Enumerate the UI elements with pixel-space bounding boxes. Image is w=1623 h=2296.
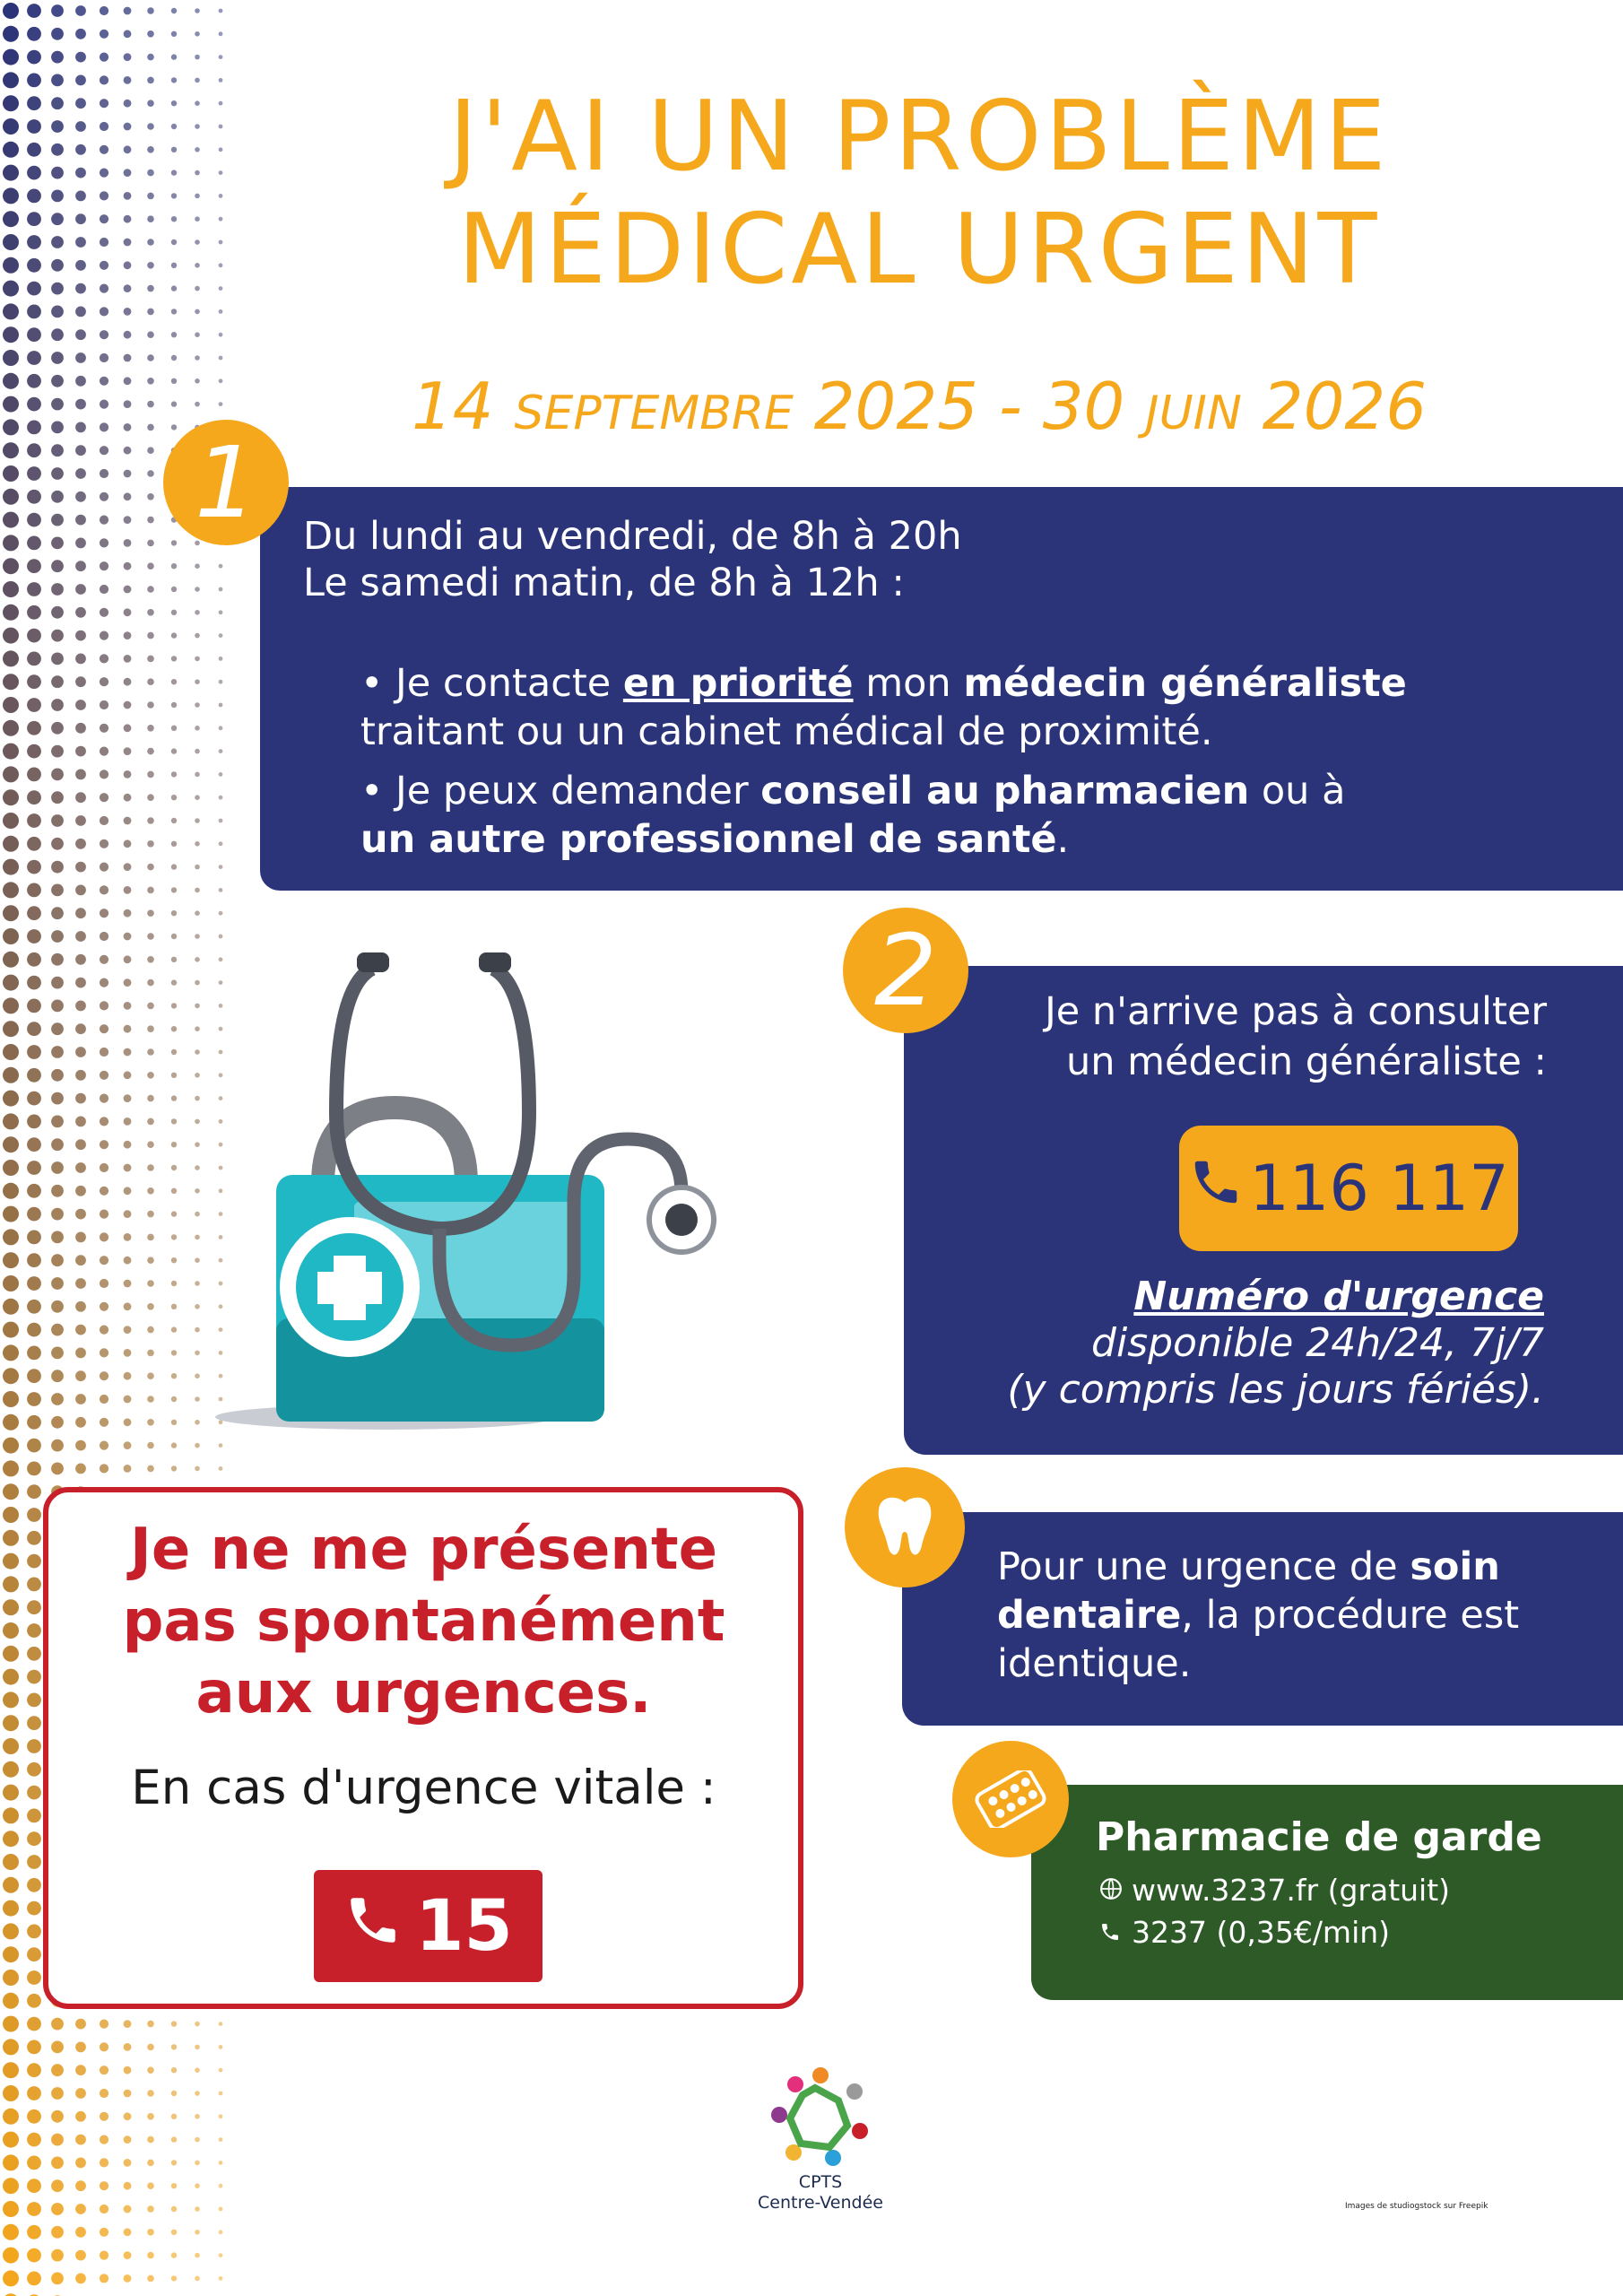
globe-icon [1099,1873,1132,1908]
medical-bag-stethoscope-illustration [215,933,789,1435]
vital-emergency-label: En cas d'urgence vitale : [131,1761,716,1815]
pills-icon [952,1741,1069,1857]
pharmacy-title: Pharmacie de garde [1096,1814,1542,1860]
phone-116117-pill[interactable]: 116 117 [1179,1126,1518,1251]
pharmacy-web-link[interactable]: www.3237.fr (gratuit) [1099,1873,1584,1908]
step1-badge [163,420,289,545]
cpts-logo [753,2063,888,2179]
phone-15-pill[interactable]: 15 [314,1870,542,1982]
page-title: J'AI UN PROBLÈME MÉDICAL URGENT [448,81,1390,306]
step1-bullets [360,659,1526,874]
image-credit: Images de studiogstock sur Freepik [1345,2202,1488,2211]
phone-icon [1099,1915,1132,1950]
step2-number: 2 [874,913,937,1028]
cpts-logo-text: CPTS Centre-Vendée [758,2172,883,2213]
step1-bullet-1: • Je contacte en priorité mon médecin généraliste traitant ou un cabinet médical de proximité. [360,661,1407,754]
step1-bullet-2: • Je peux demander conseil au pharmacien ou à un autre professionnel de santé. [360,769,1346,862]
step2-lead: Je n'arrive pas à consulter un médecin généraliste : [1045,989,1547,1084]
step2-note: Numéro d'urgence disponible 24h/24, 7j/7 (y compris les jours fériés). [1007,1274,1544,1413]
phone-icon [1188,1152,1244,1225]
step1-number: 1 [195,425,257,540]
dental-text: Pour une urgence de soin dentaire, la procédure est identique. [997,1544,1520,1686]
pharmacy-phone-link[interactable]: 3237 (0,35€/min) [1099,1915,1584,1950]
step1-hours: Du lundi au vendredi, de 8h à 20h Le samedi matin, de 8h à 12h : [303,514,962,605]
no-spontaneous-er-heading: Je ne me présente pas spontanément aux urgences. [122,1517,725,1726]
validity-dates: 14 SEPTEMBRE 2025 - 30 JUIN 2026 [411,369,1428,444]
phone-icon [343,1886,403,1967]
tooth-icon [845,1467,965,1587]
